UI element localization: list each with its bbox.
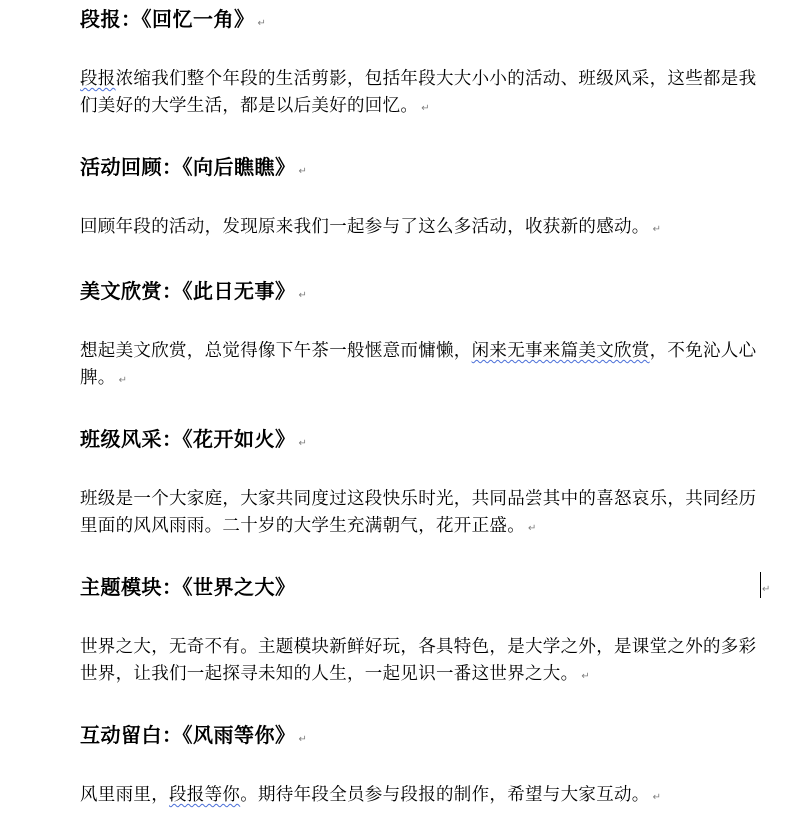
paragraph-mark-icon: ↵: [298, 290, 308, 301]
section-heading: 互动留白：《风雨等你》 ↵: [80, 723, 308, 747]
section-body: 想起美文欣赏，总觉得像下午茶一般惬意而慵懒，闲来无事来篇美文欣赏，不免沁人心脾。 ↵: [80, 341, 757, 388]
paragraph-mark-icon: ↵: [528, 523, 537, 534]
spellcheck-underline: 段报: [80, 69, 116, 89]
paragraph-mark-icon: ↵: [298, 438, 308, 449]
section-body: 风里雨里，段报等你。期待年段全员参与段报的制作，希望与大家互动。 ↵: [80, 785, 662, 805]
text-cursor: [760, 572, 761, 598]
paragraph-mark-icon: ↵: [298, 734, 308, 745]
section-heading: 主题模块：《世界之大》: [80, 575, 296, 599]
paragraph-mark-icon: ↵: [257, 18, 267, 29]
section-heading: 美文欣赏：《此日无事》 ↵: [80, 279, 308, 303]
section-body: 世界之大，无奇不有。主题模块新鲜好玩，各具特色，是大学之外，是课堂之外的多彩世界，让我们一起探寻未知的人生，一起见识一番这世界之大。 ↵: [80, 637, 757, 684]
section-body: 回顾年段的活动，发现原来我们一起参与了这么多活动，收获新的感动。 ↵: [80, 217, 662, 237]
section-heading: 活动回顾：《向后瞧瞧》 ↵: [80, 155, 308, 179]
section-heading: 班级风采：《花开如火》 ↵: [80, 427, 308, 451]
paragraph-mark-icon: ↵: [298, 166, 308, 177]
section-body: 段报浓缩我们整个年段的生活剪影，包括年段大大小小的活动、班级风采，这些都是我们美好的大学生活，都是以后美好的回忆。 ↵: [80, 69, 757, 116]
paragraph-mark-icon: ↵: [652, 224, 662, 235]
paragraph-mark-icon: ↵: [581, 671, 591, 682]
paragraph-mark-icon: ↵: [118, 375, 128, 386]
section-heading: 段报：《回忆一角》 ↵: [80, 7, 267, 31]
section-body: 班级是一个大家庭，大家共同度过这段快乐时光，共同品尝其中的喜怒哀乐，共同经历里面的风风雨雨。二十岁的大学生充满朝气，花开正盛。 ↵: [80, 489, 757, 536]
paragraph-mark-icon: ↵: [421, 103, 430, 114]
spellcheck-underline: 闲来无事来篇美文欣赏: [471, 341, 650, 361]
spellcheck-underline: 段报等你: [169, 785, 241, 805]
paragraph-mark-icon: ↵: [652, 792, 662, 803]
paragraph-mark-icon: ↵: [762, 584, 771, 595]
